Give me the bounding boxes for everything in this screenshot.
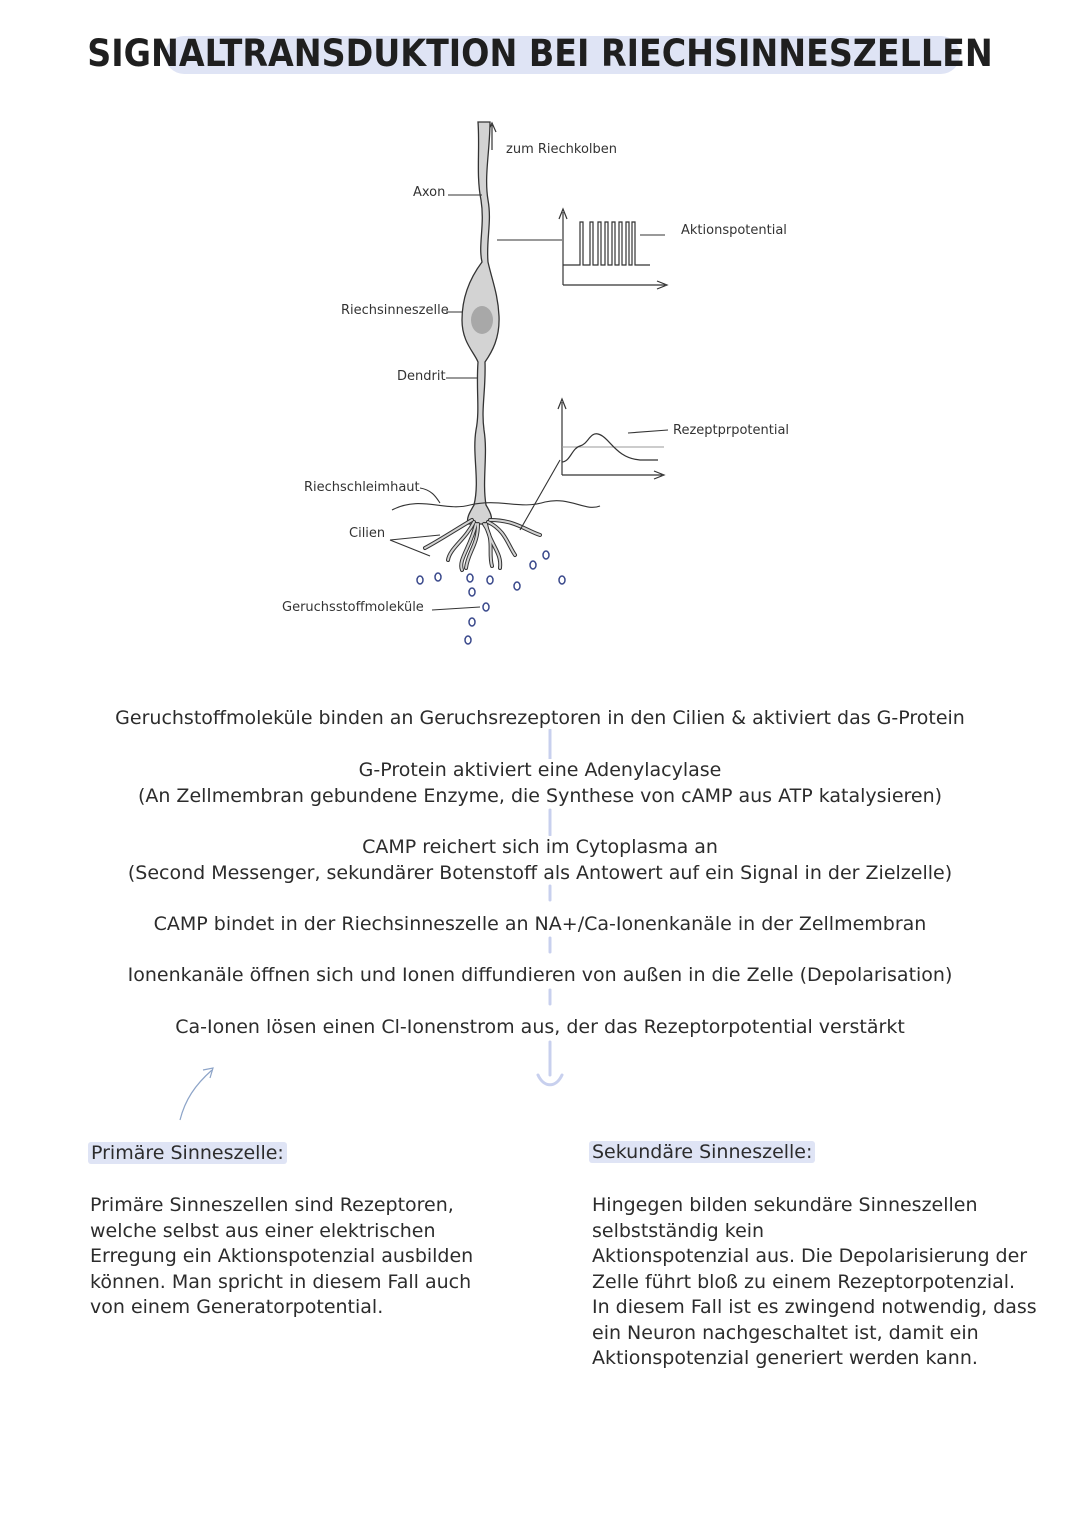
riechschleimhaut-line — [392, 501, 600, 510]
flow-step-1 — [0, 707, 1080, 729]
flow-step-6 — [0, 1016, 1080, 1038]
secondary-line: Zelle führt bloß zu einem Rezeptorpotenzial. — [592, 1270, 1016, 1293]
label-dendrit: Dendrit — [397, 369, 446, 384]
flow-step-5-text: Ionenkanäle öffnen sich und Ionen diffundieren von außen in die Zelle (Depolarisation) — [124, 964, 957, 986]
label-rezeptorpotential: Rezeptprpotential — [673, 423, 790, 438]
primary-line: können. Man spricht in diesem Fall auch — [90, 1270, 472, 1293]
secondary-line: In diesem Fall ist es zwingend notwendig, dass — [592, 1296, 1037, 1318]
olfactory-cell-diagram — [0, 0, 1080, 700]
flow-step-3-text: CAMP reichert sich im Cytoplasma an — [358, 836, 722, 858]
flow-step-2-note — [0, 785, 1080, 807]
primary-line: Erregung ein Aktionspotenzial ausbilden — [90, 1245, 474, 1267]
label-riechsinneszelle: Riechsinneszelle — [341, 303, 449, 318]
flow-step-2-note-text: (An Zellmembran gebundene Enzyme, die Synthese von cAMP aus ATP katalysieren) — [134, 785, 946, 807]
small-arrow-icon — [180, 1068, 213, 1120]
aktionspotential-graph — [559, 209, 667, 289]
primary-heading: Primäre Sinneszelle: — [88, 1142, 287, 1164]
flow-step-4-text: CAMP bindet in der Riechsinneszelle an NA+/Ca-Ionenkanäle in der Zellmembran — [150, 913, 931, 935]
label-axon: Axon — [413, 185, 446, 200]
flow-step-4 — [0, 913, 1080, 935]
rezeptorpotential-graph — [558, 399, 664, 479]
flow-step-6-text: Ca-Ionen lösen einen Cl-Ionenstrom aus, der das Rezeptorpotential verstärkt — [171, 1016, 909, 1038]
flow-step-2-text: G-Protein aktiviert eine Adenylacylase — [355, 759, 726, 781]
label-riechschleimhaut: Riechschleimhaut — [304, 480, 420, 495]
secondary-line: Aktionspotenzial generiert werden kann. — [592, 1347, 978, 1369]
secondary-line: selbstständig kein — [592, 1219, 765, 1242]
secondary-line: ein Neuron nachgeschaltet ist, damit ein — [592, 1321, 979, 1344]
primary-text — [90, 1193, 473, 1321]
flow-step-1-text: Geruchstoffmoleküle binden an Geruchsrezeptoren in den Cilien & aktiviert das G-Protein — [111, 707, 969, 729]
primary-line: welche selbst aus einer elektrischen — [90, 1219, 436, 1242]
secondary-text — [592, 1193, 1037, 1372]
flow-step-3-note-text: (Second Messenger, sekundärer Botenstoff als Antowert auf ein Signal in der Zielzelle) — [124, 862, 956, 884]
nucleus — [471, 306, 493, 334]
page-title: SIGNALTRANSDUKTION BEI RIECHSINNESZELLEN — [87, 32, 993, 75]
label-aktionspotential: Aktionspotential — [681, 223, 787, 238]
label-cilien: Cilien — [349, 526, 386, 541]
secondary-heading: Sekundäre Sinneszelle: — [589, 1141, 815, 1163]
label-geruchsstoffmolekuele: Geruchsstoffmoleküle — [282, 600, 424, 615]
label-zum-riechkolben: zum Riechkolben — [506, 142, 618, 157]
secondary-line: Aktionspotenzial aus. Die Depolarisierung der — [592, 1245, 1028, 1267]
secondary-line: Hingegen bilden sekundäre Sinneszellen — [592, 1194, 978, 1216]
flow-step-3 — [0, 836, 1080, 858]
flow-step-5 — [0, 964, 1080, 986]
primary-line: Primäre Sinneszellen sind Rezeptoren, — [90, 1194, 454, 1216]
flow-step-3-note — [0, 862, 1080, 884]
primary-line: von einem Generatorpotential. — [90, 1296, 384, 1318]
flow-step-2 — [0, 759, 1080, 781]
